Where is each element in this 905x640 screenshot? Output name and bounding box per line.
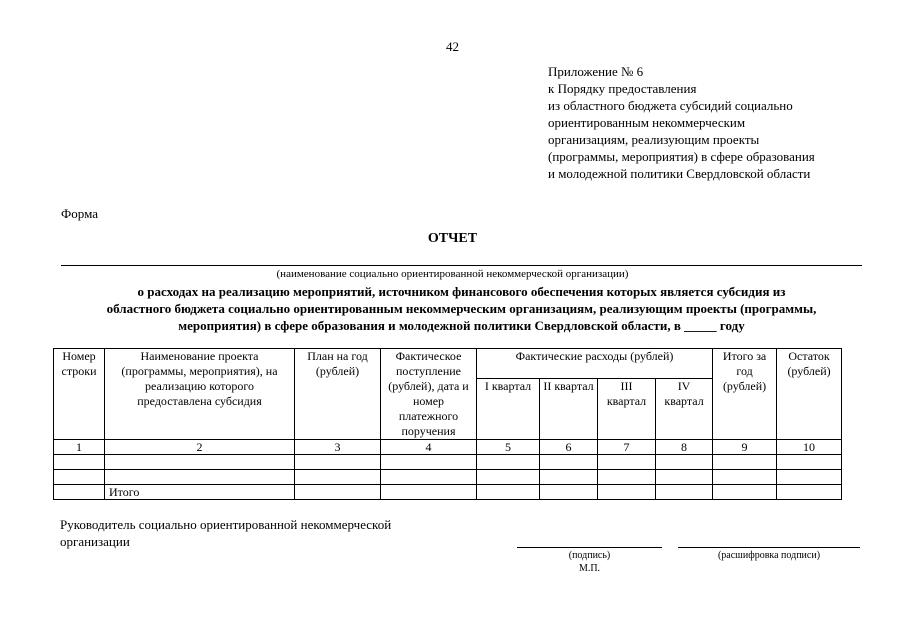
signature-decode-line bbox=[678, 547, 860, 548]
table-cell bbox=[54, 455, 105, 470]
report-title: ОТЧЕТ bbox=[427, 231, 478, 246]
table-cell bbox=[477, 470, 540, 485]
column-number: 5 bbox=[477, 440, 540, 455]
subtitle-line: мероприятия) в сфере образования и молодежной политики Свердловской области, в _____ году bbox=[178, 318, 745, 333]
appendix-line: из областного бюджета субсидий социально bbox=[548, 98, 793, 113]
appendix-line: (программы, мероприятия) в сфере образования bbox=[548, 149, 815, 164]
subtitle-line: о расходах на реализацию мероприятий, источником финансового обеспечения которых является субсидия из bbox=[137, 284, 786, 299]
table-cell bbox=[540, 455, 598, 470]
total-label: Итого bbox=[105, 485, 295, 500]
column-number: 9 bbox=[713, 440, 777, 455]
table-cell bbox=[381, 485, 477, 500]
column-number: 4 bbox=[381, 440, 477, 455]
table-cell bbox=[598, 485, 656, 500]
subtitle-line: областного бюджета социально ориентированным некоммерческим организациям, реализующим проекты (программы, bbox=[106, 301, 817, 316]
table-cell bbox=[713, 470, 777, 485]
header-quarter: III квартал bbox=[598, 379, 656, 440]
header-balance: Остаток (рублей) bbox=[777, 349, 842, 440]
header-total: Итого за год (рублей) bbox=[713, 349, 777, 440]
table-cell bbox=[713, 485, 777, 500]
table-cell bbox=[598, 470, 656, 485]
table-cell bbox=[540, 470, 598, 485]
org-name-line bbox=[61, 265, 862, 266]
table-cell bbox=[105, 470, 295, 485]
header-row-number: Номер строки bbox=[54, 349, 105, 440]
signature-caption: (подпись) bbox=[568, 550, 611, 561]
appendix-line: к Порядку предоставления bbox=[548, 81, 697, 96]
appendix-line: и молодежной политики Свердловской области bbox=[548, 166, 811, 181]
column-number: 8 bbox=[656, 440, 713, 455]
seal-label: М.П. bbox=[578, 563, 601, 574]
header-actual-expenses: Фактические расходы (рублей) bbox=[477, 349, 713, 379]
table-row bbox=[54, 455, 842, 470]
report-table bbox=[53, 348, 842, 500]
table-cell bbox=[540, 485, 598, 500]
org-name-caption: (наименование социально ориентированной некоммерческой организации) bbox=[276, 268, 629, 280]
signature-decode-caption: (расшифровка подписи) bbox=[717, 550, 821, 561]
appendix-line: организациям, реализующим проекты bbox=[548, 132, 760, 147]
column-number-row bbox=[54, 440, 842, 455]
header-quarter: II квартал bbox=[540, 379, 598, 440]
form-label: Форма bbox=[61, 206, 98, 221]
column-number: 3 bbox=[295, 440, 381, 455]
header-quarter: IV квартал bbox=[656, 379, 713, 440]
appendix-line: ориентированным некоммерческим bbox=[548, 115, 746, 130]
column-number: 2 bbox=[105, 440, 295, 455]
signature-line bbox=[517, 547, 662, 548]
table-cell bbox=[295, 455, 381, 470]
appendix-line: Приложение № 6 bbox=[548, 64, 644, 79]
table-cell bbox=[777, 485, 842, 500]
table-cell bbox=[656, 470, 713, 485]
column-number: 10 bbox=[777, 440, 842, 455]
table-cell bbox=[656, 455, 713, 470]
table-cell bbox=[777, 455, 842, 470]
table-cell bbox=[54, 470, 105, 485]
table-row bbox=[54, 470, 842, 485]
table-cell bbox=[105, 455, 295, 470]
page-number: 42 bbox=[446, 39, 459, 54]
table-cell bbox=[295, 485, 381, 500]
table-cell bbox=[477, 455, 540, 470]
appendix-note bbox=[548, 63, 815, 182]
header-plan: План на год (рублей) bbox=[295, 349, 381, 440]
column-number: 7 bbox=[598, 440, 656, 455]
table-cell bbox=[598, 455, 656, 470]
table-cell bbox=[477, 485, 540, 500]
header-project-name: Наименование проекта (программы, мероприятия), на реализацию которого предоставлена субсидия bbox=[105, 349, 295, 440]
total-row bbox=[54, 485, 842, 500]
header-quarter: I квартал bbox=[477, 379, 540, 440]
report-subtitle bbox=[60, 283, 863, 334]
table-cell bbox=[295, 470, 381, 485]
table-cell bbox=[381, 455, 477, 470]
table-cell bbox=[656, 485, 713, 500]
signatory-label: Руководитель социально ориентированной некоммерческой организации bbox=[60, 517, 392, 549]
table-cell bbox=[777, 470, 842, 485]
column-number: 6 bbox=[540, 440, 598, 455]
table-cell bbox=[713, 455, 777, 470]
column-number: 1 bbox=[54, 440, 105, 455]
table-cell bbox=[381, 470, 477, 485]
table-cell bbox=[54, 485, 105, 500]
header-actual-receipt: Фактическое поступление (рублей), дата и номер платежного поручения bbox=[381, 349, 477, 440]
